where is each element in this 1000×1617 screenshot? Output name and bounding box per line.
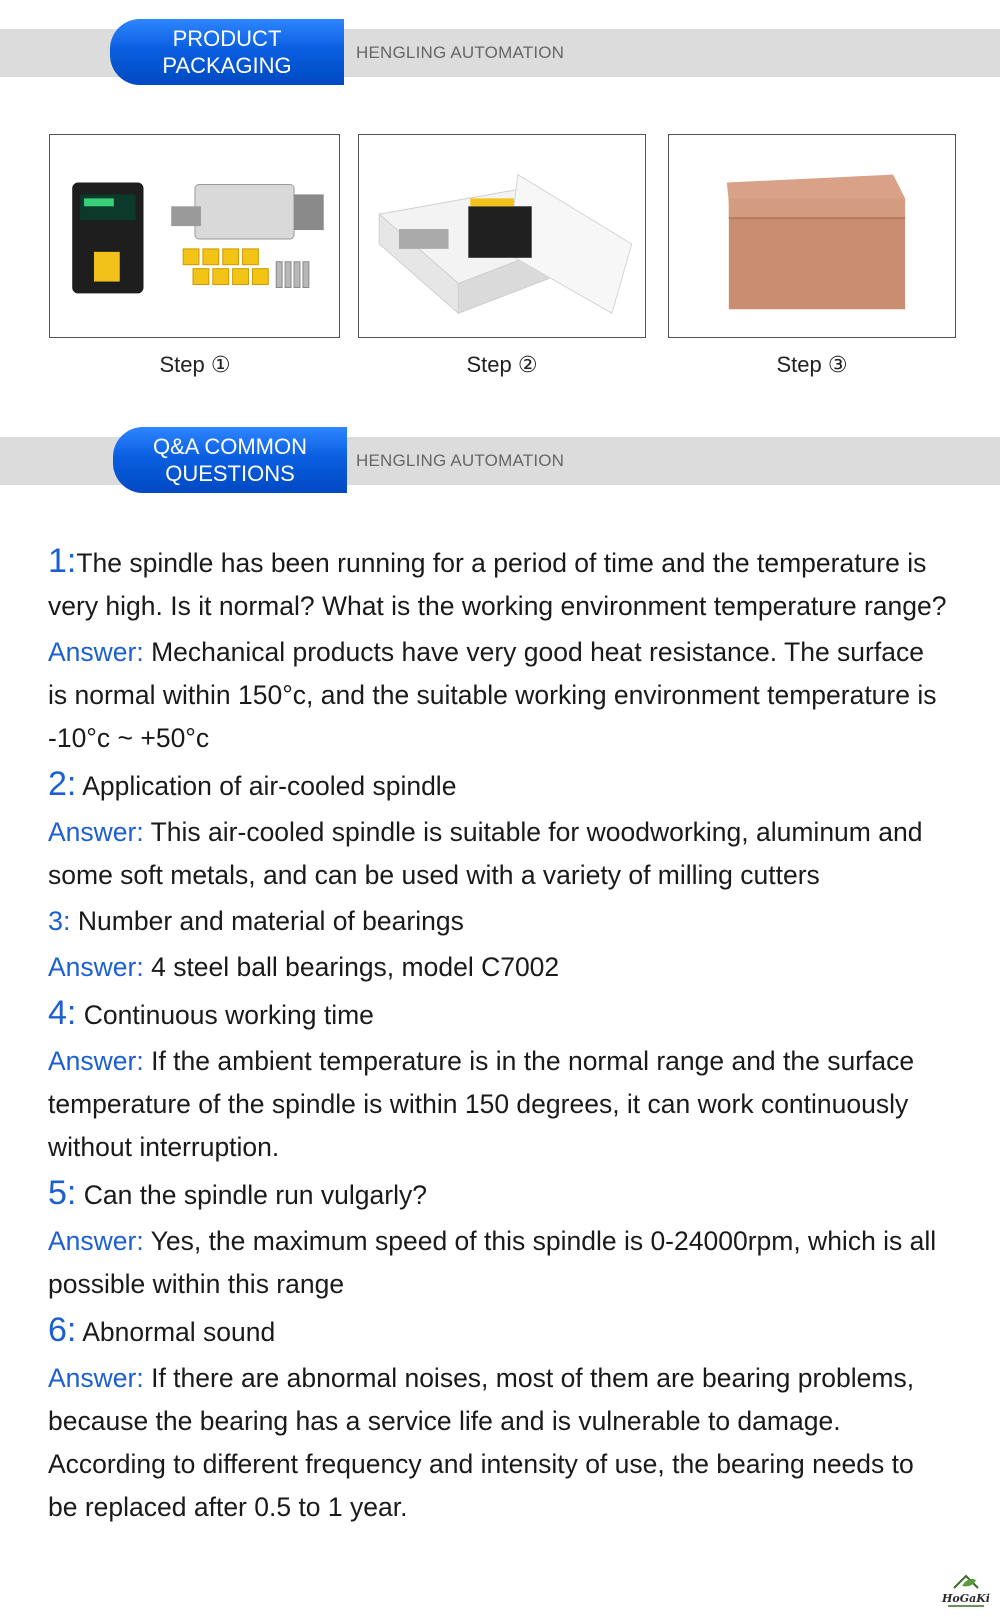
section-title-qa: [113, 427, 347, 493]
qa-question-text-3: Number and material of bearings: [70, 906, 464, 936]
qa-question-2: [48, 763, 948, 808]
step1-label: Step ①: [159, 352, 231, 377]
logo-text: HoGaKi: [942, 1592, 990, 1605]
answer-label-6: Answer:: [48, 1363, 144, 1393]
answer-label-2: Answer:: [48, 817, 144, 847]
qa-answer-text-6: If there are abnormal noises, most of them are bearing problems, because the bearing has a service life and is vulnerable to damage. According to different frequency and intensity of use, the bearing needs to be replaced after 0.5 to 1 year.: [48, 1363, 915, 1522]
answer-label-5: Answer:: [48, 1226, 144, 1256]
qa-question-3: [48, 900, 948, 943]
answer-label-1: Answer:: [48, 637, 144, 667]
step3-label: Step ③: [776, 352, 848, 377]
qa-answer-3: [48, 946, 948, 989]
qa-list: [48, 540, 948, 1532]
brand-label-qa: HENGLING AUTOMATION: [356, 451, 565, 470]
qa-question-text-5: Can the spindle run vulgarly?: [76, 1180, 427, 1210]
spindle-kit-illustration: [50, 135, 339, 337]
step2-label: Step ②: [466, 352, 538, 377]
qa-question-text-4: Continuous working time: [76, 1000, 374, 1030]
section-title-qa-text: Q&A COMMON QUESTIONS: [152, 434, 307, 486]
step3-image: [668, 134, 956, 338]
qa-answer-text-2: This air-cooled spindle is suitable for woodworking, aluminum and some soft metals, and can be used with a variety of milling cutters: [48, 817, 923, 890]
qa-question-text-6: Abnormal sound: [76, 1317, 276, 1347]
qa-num-5: 5:: [48, 1174, 77, 1212]
qa-num-6: 6:: [48, 1311, 77, 1349]
qa-num-1: 1:: [48, 542, 77, 580]
qa-answer-text-4: If the ambient temperature is in the normal range and the surface temperature of the spindle is within 150 degrees, it can work continuously without interruption.: [48, 1046, 915, 1162]
qa-question-5: [48, 1172, 948, 1217]
qa-question-6: [48, 1309, 948, 1354]
section-title-packaging-text: PRODUCT PACKAGING: [162, 26, 292, 78]
step2-image: [358, 134, 646, 338]
qa-question-4: [48, 992, 948, 1037]
step1-image: [49, 134, 340, 338]
qa-answer-5: [48, 1220, 948, 1306]
qa-num-3: 3:: [48, 906, 71, 936]
qa-answer-text-5: Yes, the maximum speed of this spindle is 0-24000rpm, which is all possible within this range: [48, 1226, 937, 1299]
qa-question-text-1: The spindle has been running for a period of time and the temperature is very high. Is it normal? What is the working environment temperature range?: [48, 548, 947, 621]
qa-answer-2: [48, 811, 948, 897]
section-title-packaging: [110, 19, 344, 85]
qa-num-2: 2:: [48, 765, 77, 803]
foam-box-illustration: [359, 135, 645, 337]
answer-label-3: Answer:: [48, 952, 144, 982]
brand-label-packaging: HENGLING AUTOMATION: [356, 43, 565, 62]
hogaki-logo: [940, 1568, 992, 1612]
answer-label-4: Answer:: [48, 1046, 144, 1076]
qa-answer-text-1: Mechanical products have very good heat resistance. The surface is normal within 150°c, and the suitable working environment temperature is -10°c ~ +50°c: [48, 637, 937, 753]
qa-question-text-2: Application of air-cooled spindle: [76, 771, 457, 801]
qa-answer-6: [48, 1357, 948, 1529]
qa-num-4: 4:: [48, 994, 77, 1032]
qa-answer-text-3: 4 steel ball bearings, model C7002: [143, 952, 560, 982]
qa-answer-4: [48, 1040, 948, 1169]
hogaki-logo-icon: [940, 1568, 992, 1612]
qa-question-1: [48, 540, 948, 628]
qa-answer-1: [48, 631, 948, 760]
cardboard-box-illustration: [669, 135, 955, 337]
